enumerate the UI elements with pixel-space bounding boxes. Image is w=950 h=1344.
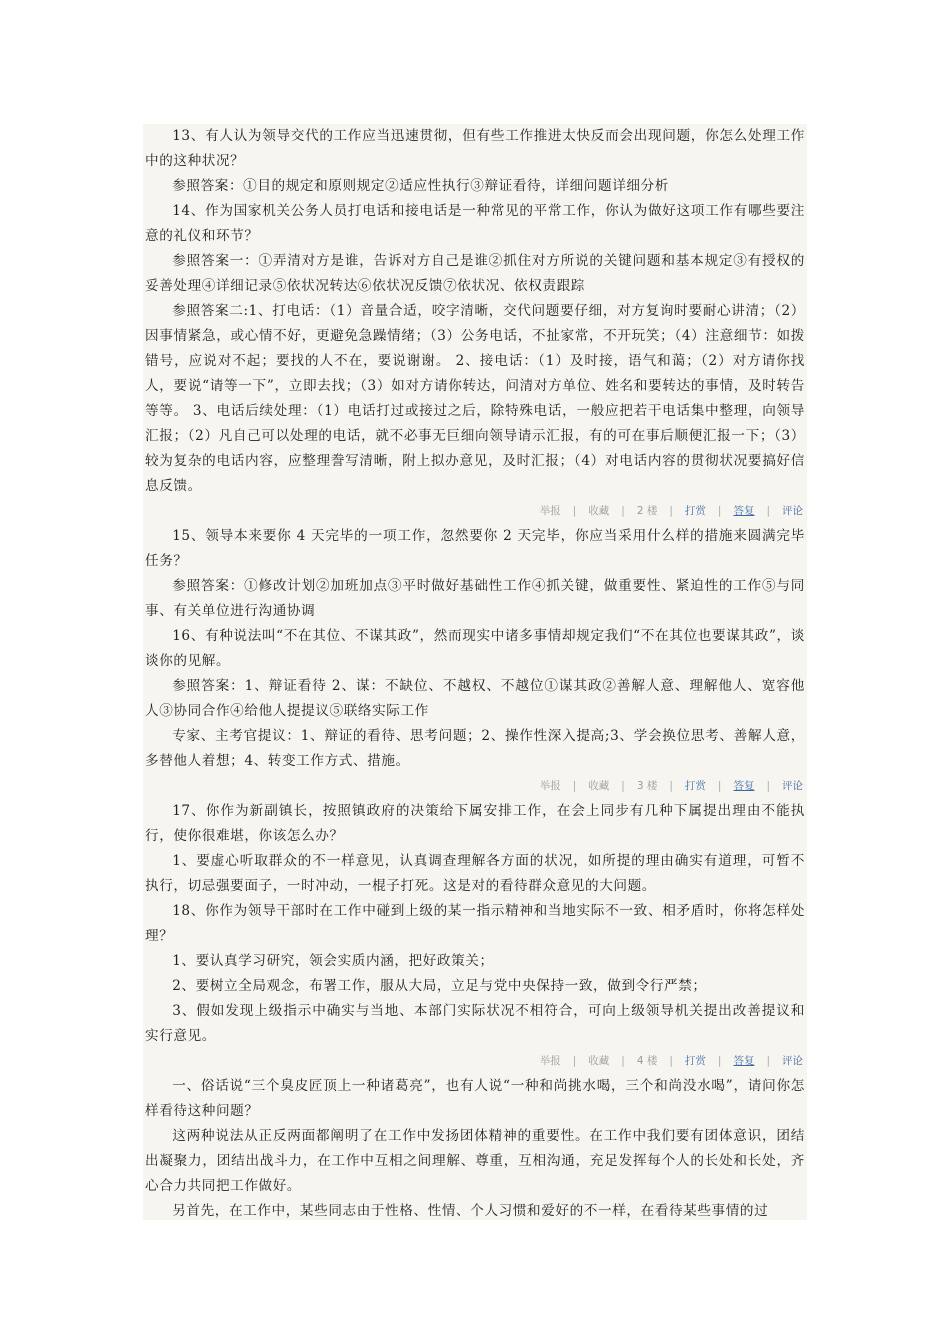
answer-16: 参照答案：1、辩证看待 2、谋：不缺位、不越权、不越位①谋其政②善解人意、理解他人、宽容他人③协同合作④给他人提提议⑤联络实际工作	[145, 678, 805, 719]
expert-advice-16: 专家、主考官提议：1、辩证的看待、思考问题；2、操作性深入提高;3、学会换位思考、善解人意，多替他人着想；4、转变工作方式、措施。	[145, 728, 805, 769]
question-13: 13、有人认为领导交代的工作应当迅速贯彻，但有些工作推进太快反而会出现问题，你怎么处理工作中的这种状况？	[145, 128, 805, 169]
report-link[interactable]: 举报	[539, 505, 561, 517]
question-18: 18、你作为领导干部时在工作中碰到上级的某一指示精神和当地实际不一致、相矛盾时，你将怎样处理？	[145, 903, 805, 944]
post-meta-bar-floor-3: 举报 | 收藏 | 3 楼 | 打赏 | 答复 | 评论	[145, 774, 805, 799]
reply-link[interactable]: 答复	[733, 1055, 755, 1067]
floor-number: 2 楼	[636, 505, 658, 517]
question-17: 17、你作为新副镇长，按照镇政府的决策给下属安排工作，在会上同步有几种下属提出理由不能执行，使你很难堪，你该怎么办？	[145, 803, 805, 844]
reward-link[interactable]: 打赏	[684, 1055, 706, 1067]
question-16: 16、有种说法叫“不在其位、不谋其政”，然而现实中诸多事情却规定我们“不在其位也要谋其政”，谈谈你的见解。	[145, 628, 805, 669]
answer-14-one: 参照答案一：①弄清对方是谁，告诉对方自己是谁②抓住对方所说的关键问题和基本规定③有授权的妥善处理④详细记录⑤依状况转达⑥依状况反馈⑦依状况、依权责跟踪	[145, 253, 805, 294]
comment-link[interactable]: 评论	[782, 1055, 803, 1067]
reward-link[interactable]: 打赏	[684, 505, 706, 517]
reply-link[interactable]: 答复	[733, 505, 755, 517]
report-link[interactable]: 举报	[539, 1055, 561, 1067]
floor-number: 3 楼	[636, 780, 658, 792]
question-14: 14、作为国家机关公务人员打电话和接电话是一种常见的平常工作，你认为做好这项工作有哪些要注意的礼仪和环节？	[145, 203, 805, 244]
answer-13: 参照答案：①目的规定和原则规定②适应性执行③辩证看待，详细问题详细分析	[172, 178, 669, 194]
reply-link[interactable]: 答复	[733, 780, 755, 792]
answer-15: 参照答案：①修改计划②加班加点③平时做好基础性工作④抓关键，做重要性、紧迫性的工作⑤与同事、有关单位进行沟通协调	[145, 578, 805, 619]
post-meta-bar-floor-2: 举报 | 收藏 | 2 楼 | 打赏 | 答复 | 评论	[145, 499, 805, 524]
answer-18-point-3: 3、假如发现上级指示中确实与当地、本部门实际状况不相符合，可向上级领导机关提出改善提议和实行意见。	[145, 1003, 805, 1044]
document-content	[143, 124, 807, 1220]
comment-link[interactable]: 评论	[782, 505, 803, 517]
collect-link[interactable]: 收藏	[588, 780, 610, 792]
answer-teamwork: 这两种说法从正反两面都阐明了在工作中发扬团体精神的重要性。在工作中我们要有团体意识，团结出凝聚力，团结出战斗力，在工作中互相之间理解、尊重，互相沟通，充足发挥每个人的长处和长处，齐心合力共同把工作做好。	[145, 1128, 805, 1194]
collect-link[interactable]: 收藏	[588, 505, 610, 517]
answer-17: 1、要虚心听取群众的不一样意见，认真调查理解各方面的状况，如所提的理由确实有道理，可暂不执行，切忌强要面子，一时冲动，一棍子打死。这是对的看待群众意见的大问题。	[145, 853, 805, 894]
answer-teamwork-continued: 另首先，在工作中，某些同志由于性格、性情、个人习惯和爱好的不一样，在看待某些事情的过	[172, 1203, 769, 1219]
question-15: 15、领导本来要你 4 天完毕的一项工作，忽然要你 2 天完毕，你应当采用什么样的措施来圆满完毕任务？	[145, 528, 805, 569]
answer-18-point-2: 2、要树立全局观念，布署工作，服从大局，立足与党中央保持一致，做到令行严禁；	[172, 978, 707, 994]
question-teamwork: 一、俗话说“三个臭皮匠顶上一种诸葛亮”，也有人说“一种和尚挑水喝，三个和尚没水喝”，请问你怎样看待这种问题？	[145, 1078, 805, 1119]
comment-link[interactable]: 评论	[782, 780, 803, 792]
reward-link[interactable]: 打赏	[684, 780, 706, 792]
document-page	[143, 124, 807, 1220]
answer-14-two: 参照答案二:1、打电话：（1）音量合适，咬字清晰，交代问题要仔细，对方复询时要耐心讲清；（2）因事情紧急，或心情不好，更避免急躁情绪；（3）公务电话，不扯家常，不开玩笑；（4）注意细节：如拨错号，应说对不起；要找的人不在，要说谢谢。 2、接电话：（1）及时接，语气和蔼；（2）对方请你找人，要说“请等一下”，立即去找；（3）如对方请你转达，问清对方单位、姓名和要转达的事情，及时转告等等。 3、电话后续处理：（1）电话打过或接过之后，除特殊电话，一般应把若干电话集中整理，向领导汇报；（2）凡自己可以处理的电话，就不必事无巨细向领导请示汇报，有的可在事后顺便汇报一下；（3）较为复杂的电话内容，应整理誊写清晰，附上拟办意见，及时汇报；（4）对电话内容的贯彻状况要搞好信息反馈。	[145, 303, 805, 494]
answer-18-point-1: 1、要认真学习研究，领会实质内涵，把好政策关；	[172, 953, 494, 969]
report-link[interactable]: 举报	[539, 780, 561, 792]
post-meta-bar-floor-4: 举报 | 收藏 | 4 楼 | 打赏 | 答复 | 评论	[145, 1049, 805, 1074]
collect-link[interactable]: 收藏	[588, 1055, 610, 1067]
floor-number: 4 楼	[636, 1055, 658, 1067]
